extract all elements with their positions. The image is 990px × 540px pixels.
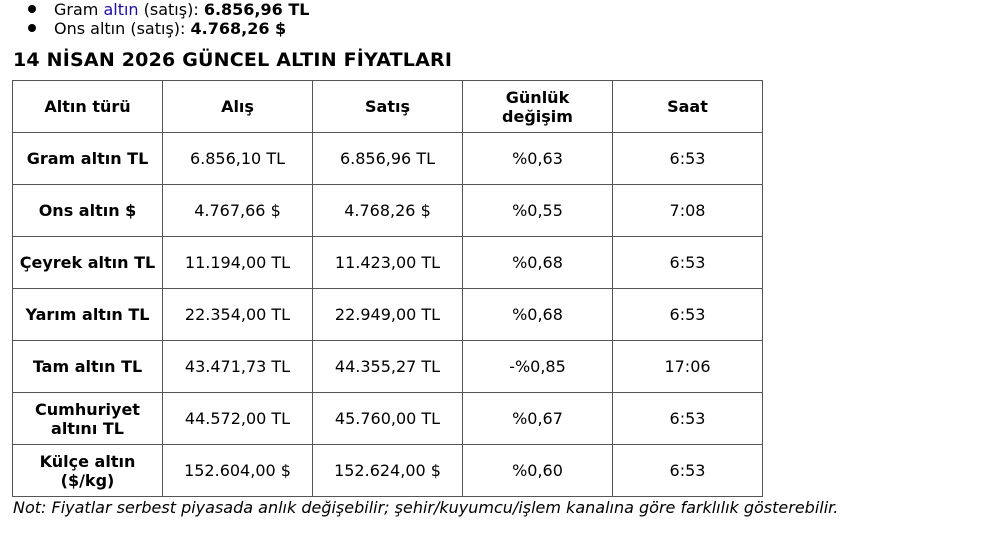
bullet-prefix: Gram (54, 0, 104, 19)
gold-type-name: Çeyrek altın TL (19, 253, 156, 272)
column-header-buy: Alış (163, 81, 313, 133)
list-item-ons (28, 19, 309, 38)
gold-type-cell (13, 445, 163, 497)
table-row (13, 185, 763, 237)
bullet-dot-icon (28, 24, 36, 32)
daily-change-cell: %0,67 (463, 393, 613, 445)
sell-price-cell: 22.949,00 TL (313, 289, 463, 341)
gold-prices-table (12, 80, 763, 497)
table-row (13, 393, 763, 445)
table-row (13, 445, 763, 497)
gold-type-cell (13, 393, 163, 445)
bullet-suffix: (satış): (125, 19, 191, 38)
list-item-gram (28, 0, 309, 19)
column-header-change-label: Günlük değişim (502, 87, 573, 126)
column-header-change (463, 81, 613, 133)
gold-type-name: Gram altın TL (26, 149, 149, 168)
gold-type-name: Ons altın $ (38, 201, 137, 220)
daily-change-cell: %0,55 (463, 185, 613, 237)
buy-price-cell: 11.194,00 TL (163, 237, 313, 289)
gold-type-cell (13, 133, 163, 185)
daily-change-cell: -%0,85 (463, 341, 613, 393)
ons-sell-value: 4.768,26 $ (190, 19, 287, 38)
time-cell: 6:53 (613, 133, 763, 185)
daily-change-cell: %0,68 (463, 237, 613, 289)
gold-type-name: Tam altın TL (32, 357, 143, 376)
bullet-suffix: (satış): (138, 0, 204, 19)
table-row (13, 237, 763, 289)
time-cell: 6:53 (613, 445, 763, 497)
buy-price-cell: 6.856,10 TL (163, 133, 313, 185)
disclaimer-note: Not: Fiyatlar serbest piyasada anlık değişebilir; şehir/kuyumcu/işlem kanalına göre farklılık gösterebilir. (13, 498, 839, 517)
sell-price-cell: 6.856,96 TL (313, 133, 463, 185)
column-header-type: Altın türü (13, 81, 163, 133)
column-header-time: Saat (613, 81, 763, 133)
sell-price-cell: 4.768,26 $ (313, 185, 463, 237)
time-cell: 17:06 (613, 341, 763, 393)
sell-price-cell: 44.355,27 TL (313, 341, 463, 393)
gold-type-cell (13, 237, 163, 289)
time-cell: 6:53 (613, 289, 763, 341)
table-row (13, 133, 763, 185)
column-header-sell: Satış (313, 81, 463, 133)
sell-price-cell: 11.423,00 TL (313, 237, 463, 289)
buy-price-cell: 22.354,00 TL (163, 289, 313, 341)
bullet-dot-icon (28, 5, 36, 13)
time-cell: 6:53 (613, 237, 763, 289)
daily-change-cell: %0,60 (463, 445, 613, 497)
sell-price-cell: 45.760,00 TL (313, 393, 463, 445)
gold-type-name: Külçe altın ($/kg) (39, 451, 136, 490)
gold-type-cell (13, 341, 163, 393)
page-title: 14 NİSAN 2026 GÜNCEL ALTIN FİYATLARI (13, 49, 453, 71)
summary-list (28, 0, 309, 38)
daily-change-cell: %0,68 (463, 289, 613, 341)
time-cell: 6:53 (613, 393, 763, 445)
buy-price-cell: 43.471,73 TL (163, 341, 313, 393)
gold-type-cell (13, 289, 163, 341)
daily-change-cell: %0,63 (463, 133, 613, 185)
table-header-row (13, 81, 763, 133)
gram-sell-value: 6.856,96 TL (203, 0, 310, 19)
table-row (13, 341, 763, 393)
gold-type-name: Yarım altın TL (25, 305, 150, 324)
sell-price-cell: 152.624,00 $ (313, 445, 463, 497)
gold-type-cell (13, 185, 163, 237)
buy-price-cell: 152.604,00 $ (163, 445, 313, 497)
buy-price-cell: 4.767,66 $ (163, 185, 313, 237)
table-row (13, 289, 763, 341)
altin-link[interactable]: altın (103, 0, 139, 19)
gold-type-name: Cumhuriyet altını TL (35, 399, 140, 438)
buy-price-cell: 44.572,00 TL (163, 393, 313, 445)
time-cell: 7:08 (613, 185, 763, 237)
bullet-prefix: Ons altın (54, 19, 126, 38)
